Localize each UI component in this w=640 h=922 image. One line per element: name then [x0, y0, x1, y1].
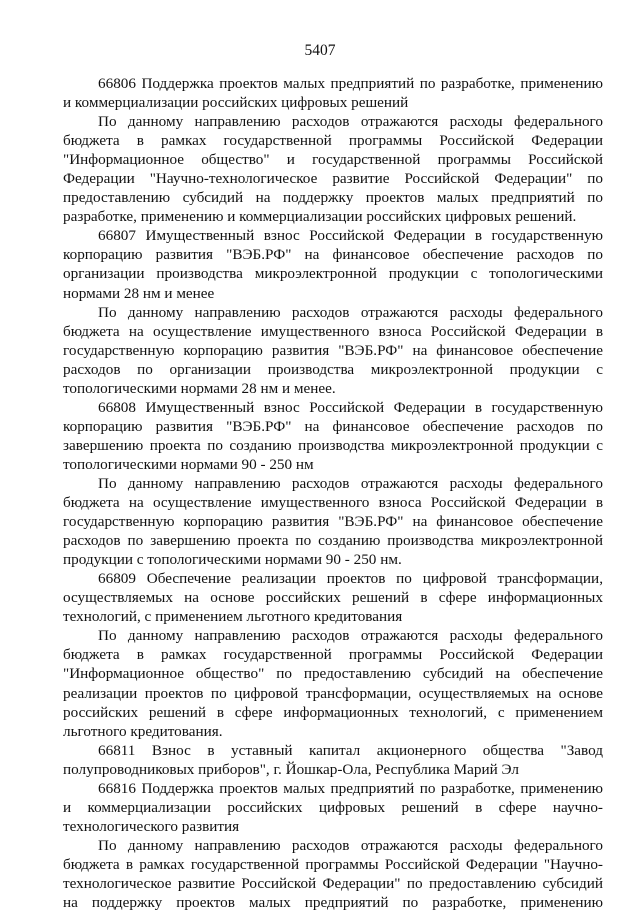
paragraph-66807-description: По данному направлению расходов отражаются расходы федерального бюджета на осуществление имущественного взноса Российской Федерации в государственную корпорацию развития "ВЭБ.РФ" на финансовое обеспечение расходов по организации производства микроэлектронной продукции с топологическими нормами 28 нм и менее. — [63, 303, 603, 397]
paragraph-66807-heading: 66807 Имущественный взнос Российской Федерации в государственную корпорацию развития "ВЭБ.РФ" на финансовое обеспечение расходов по организации производства микроэлектронной продукции с топологическими нормами 28 нм и менее — [63, 227, 603, 302]
paragraph-66808-description: По данному направлению расходов отражаются расходы федерального бюджета на осуществление имущественного взноса Российской Федерации в государственную корпорацию развития "ВЭБ.РФ" на финансовое обеспечение расходов по завершению проекта по созданию производства микроэлектронной продукции с топологическими нормами 90 - 250 нм. — [63, 474, 603, 569]
page-number: 5407 — [304, 42, 336, 59]
paragraph-66816-heading: 66816 Поддержка проектов малых предприятий по разработке, применению и коммерциализации российских цифровых решений в сфере научно-технологического развития — [63, 779, 603, 835]
paragraph-66809-description: По данному направлению расходов отражаются расходы федерального бюджета в рамках государственной программы Российской Федерации "Информационное общество" по предоставлению субсидий на обеспечение реализации проектов по цифровой трансформации, осуществляемых на основе российских решений в сфере информационных технологий, с применением льготного кредитования. — [63, 627, 603, 740]
paragraph-66809-heading: 66809 Обеспечение реализации проектов по цифровой трансформации, осуществляемых на основе российских решений в сфере информационных технологий, с применением льготного кредитования — [63, 570, 603, 626]
paragraph-66806-description: По данному направлению расходов отражаются расходы федерального бюджета в рамках государственной программы Российской Федерации "Информационное общество" и государственной программы Российской Федерации "Научно-технологическое развитие Российской Федерации" по предоставлению субсидий на поддержку проектов малых предприятий по разработке, применению и коммерциализации российских цифровых решений. — [63, 113, 603, 226]
paragraph-66808-heading: 66808 Имущественный взнос Российской Федерации в государственную корпорацию развития "ВЭБ.РФ" на финансовое обеспечение расходов по завершению проекта по созданию производства микроэлектронной продукции с топологическими нормами 90 - 250 нм — [63, 398, 603, 473]
paragraph-66811-heading: 66811 Взнос в уставный капитал акционерного общества "Завод полупроводниковых приборов", г. Йошкар-Ола, Республика Марий Эл — [63, 741, 603, 778]
document-body — [63, 74, 603, 912]
paragraph-66816-description: По данному направлению расходов отражаются расходы федерального бюджета в рамках государственной программы Российской Федерации "Научно-технологическое развитие Российской Федерации" по предоставлению субсидий на поддержку проектов малых предприятий по разработке, применению — [63, 836, 603, 912]
paragraph-66806-heading: 66806 Поддержка проектов малых предприятий по разработке, применению и коммерциализации российских цифровых решений — [63, 75, 603, 112]
